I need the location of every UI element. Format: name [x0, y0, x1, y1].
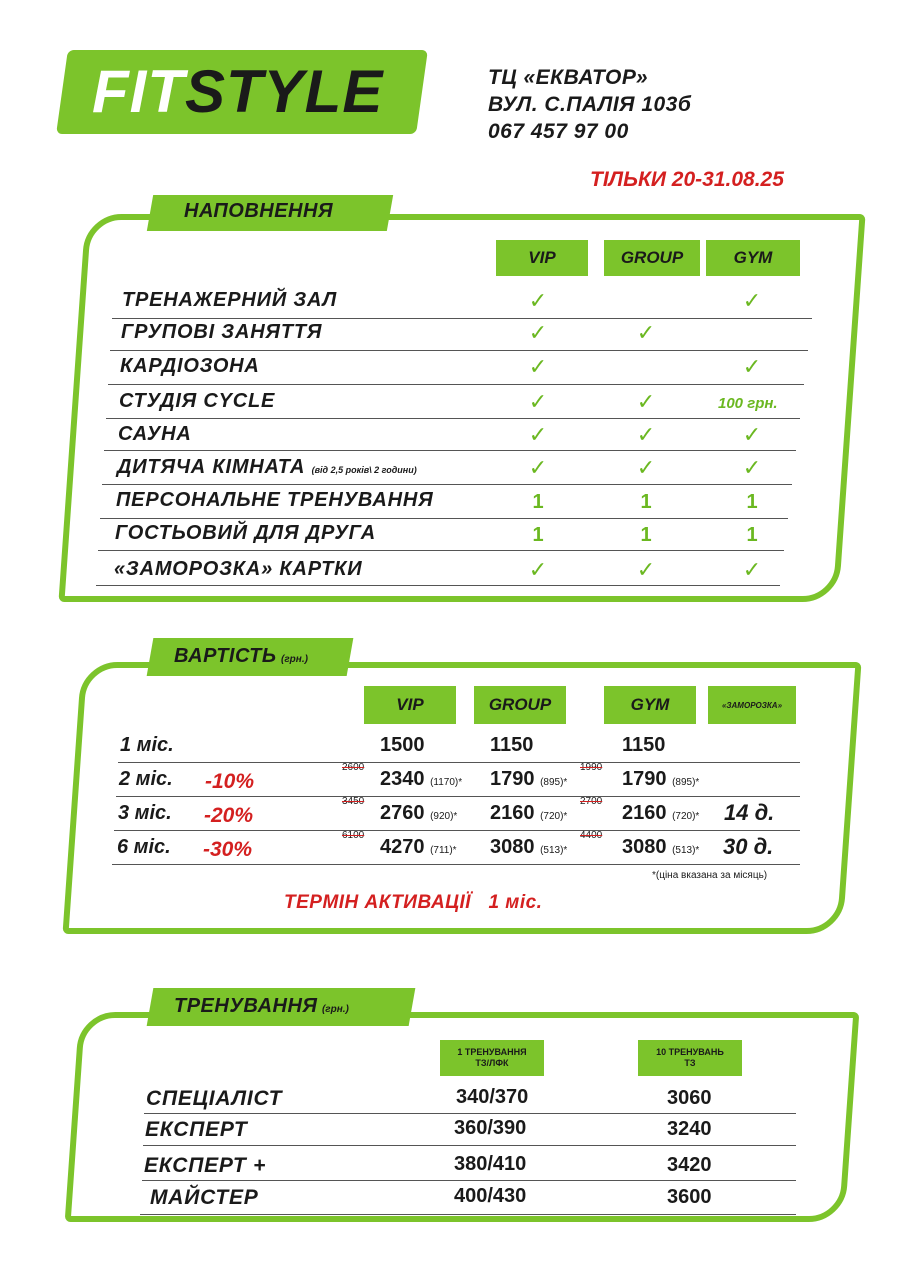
- training-level: МАЙСТЕР: [150, 1186, 259, 1209]
- pricing-col-group: GROUP: [474, 686, 566, 724]
- check-icon: ✓: [528, 455, 548, 480]
- price-vip-value: 1500: [380, 734, 425, 756]
- feature-label-text: СТУДІЯ CYCLE: [119, 390, 276, 412]
- pricing-duration: 2 міс.: [119, 768, 173, 790]
- address-street: ВУЛ. С.ПАЛІЯ 103б: [488, 93, 692, 116]
- price-vip-old: 6100: [342, 830, 365, 841]
- training-title: ТРЕНУВАННЯ: [174, 995, 318, 1017]
- feature-row-label: [116, 489, 434, 512]
- training-title-group: [174, 995, 349, 1018]
- price-gym-value: 1790: [622, 768, 667, 790]
- features-col-gym: GYM: [706, 240, 800, 276]
- feature-label-text: ТРЕНАЖЕРНИЙ ЗАЛ: [122, 289, 338, 311]
- feature-row-label: [114, 558, 362, 581]
- feature-row-label: [121, 321, 322, 344]
- feature-extra-price: 100 грн.: [718, 395, 778, 412]
- feature-row-label: [118, 423, 192, 446]
- price-gym: [622, 734, 665, 757]
- price-group: [490, 768, 567, 791]
- price-vip-value: 2760: [380, 802, 425, 824]
- feature-row-label: [119, 390, 275, 413]
- feature-row-label: [115, 522, 376, 545]
- row-divider: [100, 518, 788, 519]
- feature-count: 1: [746, 491, 758, 513]
- row-divider: [144, 1113, 796, 1114]
- price-group: [490, 734, 533, 757]
- row-divider: [102, 484, 792, 485]
- features-title: НАПОВНЕННЯ: [184, 200, 334, 222]
- price-vip: [380, 802, 457, 825]
- pricing-discount: -10%: [205, 770, 255, 793]
- row-divider: [98, 550, 784, 551]
- check-icon: ✓: [636, 455, 656, 480]
- row-divider: [118, 762, 800, 763]
- check-icon: ✓: [528, 288, 548, 313]
- price-group-monthly: (895)*: [540, 777, 568, 788]
- feature-row-label: [120, 355, 260, 378]
- row-divider: [143, 1145, 796, 1146]
- feature-count: 1: [640, 524, 652, 546]
- price-vip-monthly: (920)*: [430, 811, 458, 822]
- price-vip: [380, 836, 457, 859]
- feature-label-text: ДИТЯЧА КІМНАТА: [117, 456, 306, 478]
- freeze-days: 14 д.: [724, 800, 775, 825]
- promo-dates: ТІЛЬКИ 20-31.08.25: [590, 168, 784, 191]
- price-vip: [380, 768, 462, 791]
- price-group-value: 2160: [490, 802, 535, 824]
- pricing-title-group: [174, 645, 308, 668]
- check-icon: ✓: [636, 557, 656, 582]
- price-gym: [622, 768, 699, 791]
- training-ten-price: 3240: [667, 1118, 712, 1140]
- check-icon: ✓: [528, 557, 548, 582]
- price-gym-monthly: (513)*: [672, 845, 700, 856]
- pricing-footnote: *(ціна вказана за місяць): [652, 870, 768, 881]
- training-title-unit: (грн.): [321, 1004, 349, 1015]
- activation-label: ТЕРМІН АКТИВАЦІЇ: [284, 892, 472, 913]
- pricing-discount: -30%: [203, 838, 253, 861]
- price-gym: [622, 802, 699, 825]
- price-gym-old: 2700: [580, 796, 603, 807]
- row-divider: [112, 318, 812, 319]
- pricing-duration: 1 міс.: [120, 734, 174, 756]
- training-ten-price: 3060: [667, 1087, 712, 1109]
- price-group-value: 3080: [490, 836, 535, 858]
- feature-label-text: ПЕРСОНАЛЬНЕ ТРЕНУВАННЯ: [116, 489, 434, 511]
- pricing-duration: 3 міс.: [118, 802, 172, 824]
- pricing-duration: 6 міс.: [117, 836, 171, 858]
- row-divider: [116, 796, 800, 797]
- training-level: ЕКСПЕРТ: [145, 1118, 248, 1141]
- price-vip-monthly: (1170)*: [430, 777, 463, 788]
- features-col-vip: VIP: [496, 240, 588, 276]
- price-gym-value: 1150: [622, 734, 666, 756]
- check-icon: ✓: [742, 455, 762, 480]
- training-col-single: [440, 1040, 544, 1076]
- feature-count: 1: [532, 491, 544, 513]
- freeze-days: 30 д.: [723, 834, 774, 859]
- price-group-monthly: (513)*: [540, 845, 568, 856]
- row-divider: [106, 418, 800, 419]
- check-icon: ✓: [742, 557, 762, 582]
- training-level: СПЕЦІАЛІСТ: [146, 1087, 283, 1110]
- training-ten-price: 3420: [667, 1154, 712, 1176]
- row-divider: [96, 585, 780, 586]
- check-icon: ✓: [636, 320, 656, 345]
- price-group-monthly: (720)*: [540, 811, 568, 822]
- pricing-col-vip: VIP: [364, 686, 456, 724]
- price-group-value: 1150: [490, 734, 534, 756]
- check-icon: ✓: [528, 389, 548, 414]
- feature-label-text: САУНА: [118, 423, 192, 445]
- row-divider: [110, 350, 808, 351]
- feature-count: 1: [746, 524, 758, 546]
- price-group: [490, 802, 567, 825]
- row-divider: [108, 384, 804, 385]
- row-divider: [114, 830, 800, 831]
- feature-label-text: ГОСТЬОВИЙ ДЛЯ ДРУГА: [115, 522, 376, 544]
- check-icon: ✓: [528, 422, 548, 447]
- training-level: ЕКСПЕРТ +: [144, 1154, 267, 1177]
- check-icon: ✓: [636, 422, 656, 447]
- price-vip-old: 2600: [342, 762, 365, 773]
- check-icon: ✓: [742, 354, 762, 379]
- training-col-single-line1: 1 ТРЕНУВАННЯ: [457, 1047, 527, 1057]
- price-gym: [622, 836, 699, 859]
- address-mall: ТЦ «ЕКВАТОР»: [488, 66, 649, 89]
- price-gym-old: 4400: [580, 830, 603, 841]
- check-icon: ✓: [636, 389, 656, 414]
- training-single-price: 340/370: [456, 1086, 529, 1108]
- row-divider: [140, 1214, 796, 1215]
- phone-number: 067 457 97 00: [488, 120, 629, 143]
- price-vip-old: 3450: [342, 796, 365, 807]
- check-icon: ✓: [528, 320, 548, 345]
- check-icon: ✓: [742, 288, 762, 313]
- features-col-group: GROUP: [604, 240, 700, 276]
- price-group: [490, 836, 567, 859]
- feature-row-label: [122, 289, 337, 312]
- training-single-price: 380/410: [454, 1153, 527, 1175]
- price-vip-value: 4270: [380, 836, 425, 858]
- check-icon: ✓: [528, 354, 548, 379]
- training-single-price: 360/390: [454, 1117, 527, 1139]
- activation-term: [284, 892, 542, 914]
- price-gym-monthly: (895)*: [672, 777, 700, 788]
- pricing-discount: -20%: [204, 804, 254, 827]
- price-gym-old: 1990: [580, 762, 603, 773]
- training-col-ten-line2: ТЗ: [684, 1058, 696, 1068]
- training-ten-price: 3600: [667, 1186, 712, 1208]
- price-vip-value: 2340: [380, 768, 425, 790]
- pricing-title-unit: (грн.): [281, 654, 308, 665]
- training-col-single-line2: ТЗ/ЛФК: [475, 1058, 509, 1068]
- price-gym-value: 2160: [622, 802, 667, 824]
- price-gym-value: 3080: [622, 836, 667, 858]
- brand-logo: FITSTYLE: [92, 58, 384, 125]
- feature-count: 1: [640, 491, 652, 513]
- price-vip-monthly: (711)*: [430, 845, 457, 856]
- training-single-price: 400/430: [454, 1185, 527, 1207]
- feature-label-note: (від 2,5 років\ 2 години): [311, 465, 417, 475]
- feature-label-text: ГРУПОВІ ЗАНЯТТЯ: [121, 321, 323, 343]
- price-group-value: 1790: [490, 768, 535, 790]
- training-col-ten-line1: 10 ТРЕНУВАНЬ: [656, 1047, 724, 1057]
- feature-count: 1: [532, 524, 544, 546]
- row-divider: [104, 450, 796, 451]
- feature-label-text: «ЗАМОРОЗКА» КАРТКИ: [114, 558, 363, 580]
- feature-row-label: [117, 456, 417, 479]
- row-divider: [142, 1180, 796, 1181]
- price-vip: [380, 734, 425, 757]
- pricing-col-gym: GYM: [604, 686, 696, 724]
- training-col-ten: [638, 1040, 742, 1076]
- pricing-title: ВАРТІСТЬ: [174, 645, 277, 667]
- check-icon: ✓: [742, 422, 762, 447]
- pricing-col-freeze: «ЗАМОРОЗКА»: [708, 686, 796, 724]
- activation-value: 1 міс.: [488, 892, 543, 913]
- row-divider: [112, 864, 800, 865]
- price-gym-monthly: (720)*: [672, 811, 700, 822]
- feature-label-text: КАРДІОЗОНА: [120, 355, 260, 377]
